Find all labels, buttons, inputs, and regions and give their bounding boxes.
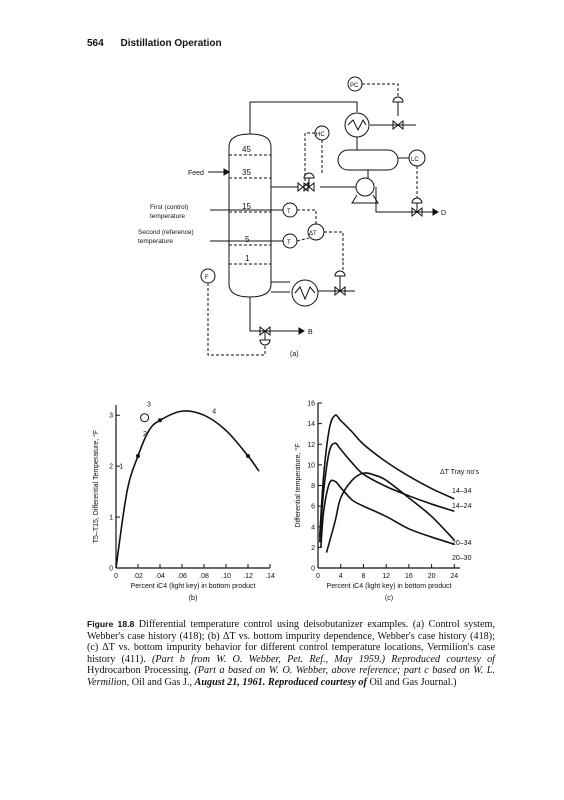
- chart-c-series-line: [320, 443, 455, 542]
- first-temp-label-2: temperature: [150, 213, 186, 220]
- chart-c-legend-entry: 20–30: [452, 555, 472, 562]
- caption-journal-1: Hydrocarbon Processing.: [87, 665, 191, 677]
- chart-c-x-tick-label: 16: [404, 573, 413, 580]
- dt-label: ΔT: [309, 231, 317, 237]
- chart-c-y-tick-label: 14: [307, 421, 315, 429]
- chart-b-x-axis-label: Percent iC4 (light key) in bottom product: [130, 583, 256, 590]
- lc-label: LC: [411, 157, 419, 163]
- chart-b-x-tick-label: .06: [177, 573, 187, 580]
- chart-b-annotation: 1: [119, 463, 124, 471]
- chart-c-y-tick-label: 16: [307, 400, 315, 408]
- chart-c-legend-entry: 20–34: [452, 540, 472, 547]
- chart-b-annotation: 2: [143, 430, 147, 438]
- chart-b-data-point: [158, 418, 162, 422]
- f-label: F: [205, 275, 209, 281]
- chart-b-panel-label: (b): [188, 595, 198, 602]
- tray-1-label: 1: [245, 254, 250, 263]
- tray-5-label: 5: [245, 235, 250, 244]
- chart-b-x-tick-label: .04: [155, 573, 165, 580]
- chart-b-y-tick-label: 2: [109, 463, 113, 471]
- tray-15-label: 15: [242, 202, 251, 211]
- chart-c-y-tick-label: 12: [307, 441, 315, 449]
- chart-b-x-tick-label: .08: [199, 573, 209, 580]
- chart-c-x-tick-label: 0: [316, 573, 320, 580]
- second-temp-label-2: temperature: [138, 238, 174, 245]
- t1-label: T: [287, 209, 291, 215]
- chart-c-y-tick-label: 2: [311, 544, 315, 552]
- chart-b-x-tick-label: .02: [133, 573, 143, 580]
- caption-date-2: August 21, 1961. Reproduced courtesy of: [194, 676, 367, 688]
- chart-c-x-tick-label: 8: [361, 573, 366, 580]
- chart-c-series-line: [327, 473, 455, 553]
- chart-c-x-axis-label: Percent iC4 (light key) in bottom product: [326, 583, 452, 590]
- figure-caption: [87, 619, 495, 689]
- second-temp-label-1: Second (reference): [138, 229, 194, 236]
- chart-c-y-tick-label: 6: [311, 503, 315, 511]
- chart-c-y-tick-label: 8: [311, 483, 315, 490]
- caption-text: Differential temperature control using deisobutanizer examples. (a) Control system, Webber's case history (418); (b) ΔT vs. bottom impurity dependence, Webber's case history (418); (c) ΔT vs. bottom impurity behavior for different control temperature locations, Vermilion's case history (411).: [87, 619, 496, 665]
- chart-c-legend-entry: 14–24: [452, 503, 472, 510]
- chart-c-legend-entry: 14–34: [452, 488, 472, 495]
- chart-c-y-tick-label: 4: [311, 524, 315, 532]
- chart-c-y-tick-label: 0: [311, 565, 315, 573]
- chart-b-y-axis-label: T5–T15, Differential Temperature, °F: [93, 429, 100, 544]
- chart-b-y-tick-label: 1: [109, 514, 113, 522]
- bottoms-label: B: [308, 329, 313, 336]
- chart-b-x-tick-label: .14: [265, 573, 275, 580]
- chart-b-series-line: [116, 408, 259, 568]
- chart-b-annotation: 4: [212, 408, 217, 416]
- chart-c-y-tick-label: 10: [307, 462, 315, 470]
- pc-label: PC: [350, 83, 359, 89]
- chart-c-x-tick-label: 12: [382, 573, 391, 580]
- caption-journal-2: Oil and Gas J.,: [131, 676, 192, 688]
- hc-label: HC: [316, 132, 325, 138]
- feed-label: Feed: [188, 170, 204, 177]
- first-temp-label-1: First (control): [150, 204, 189, 211]
- chart-c-x-tick-label: 4: [338, 573, 343, 580]
- caption-source-1: (Part b from W. O. Webber, Pet. Ref., May 1959.) Reproduced courtesy of: [152, 653, 495, 665]
- running-title: Distillation Operation: [120, 38, 222, 49]
- t2-label: T: [287, 240, 291, 246]
- chart-b-annotation: 3: [147, 401, 151, 409]
- chart-b-x-tick-label: .12: [243, 573, 253, 580]
- chart-c-panel-label: (c): [384, 595, 394, 602]
- caption-source-2: (Part a based on W. O. Webber, above reference; part c based on W. L. Vermilion,: [87, 665, 496, 688]
- tray-45-label: 45: [242, 145, 251, 154]
- chart-c-x-tick-label: 20: [427, 573, 436, 580]
- chart-b-data-point: [136, 454, 140, 458]
- chart-c-legend-title: ΔT Tray no's: [440, 469, 479, 476]
- chart-b-x-tick-label: 0: [114, 573, 118, 580]
- figure-label: Figure 18.8: [87, 619, 135, 629]
- tray-35-label: 35: [242, 168, 251, 177]
- chart-b-y-tick-label: 0: [109, 565, 113, 573]
- chart-b-highlight-marker: [141, 414, 149, 422]
- chart-b-y-tick-label: 3: [109, 412, 113, 420]
- panel-a-label: (a): [290, 351, 299, 358]
- chart-b-x-tick-label: .10: [221, 573, 231, 580]
- chart-c-x-tick-label: 24: [450, 573, 459, 580]
- page-number: 564: [87, 38, 104, 49]
- caption-journal-3: Oil and Gas Journal.): [369, 676, 457, 688]
- chart-c-y-axis-label: Differential temperature, °F: [295, 443, 302, 528]
- distillate-label: D: [441, 210, 447, 217]
- chart-b-data-point: [246, 454, 250, 458]
